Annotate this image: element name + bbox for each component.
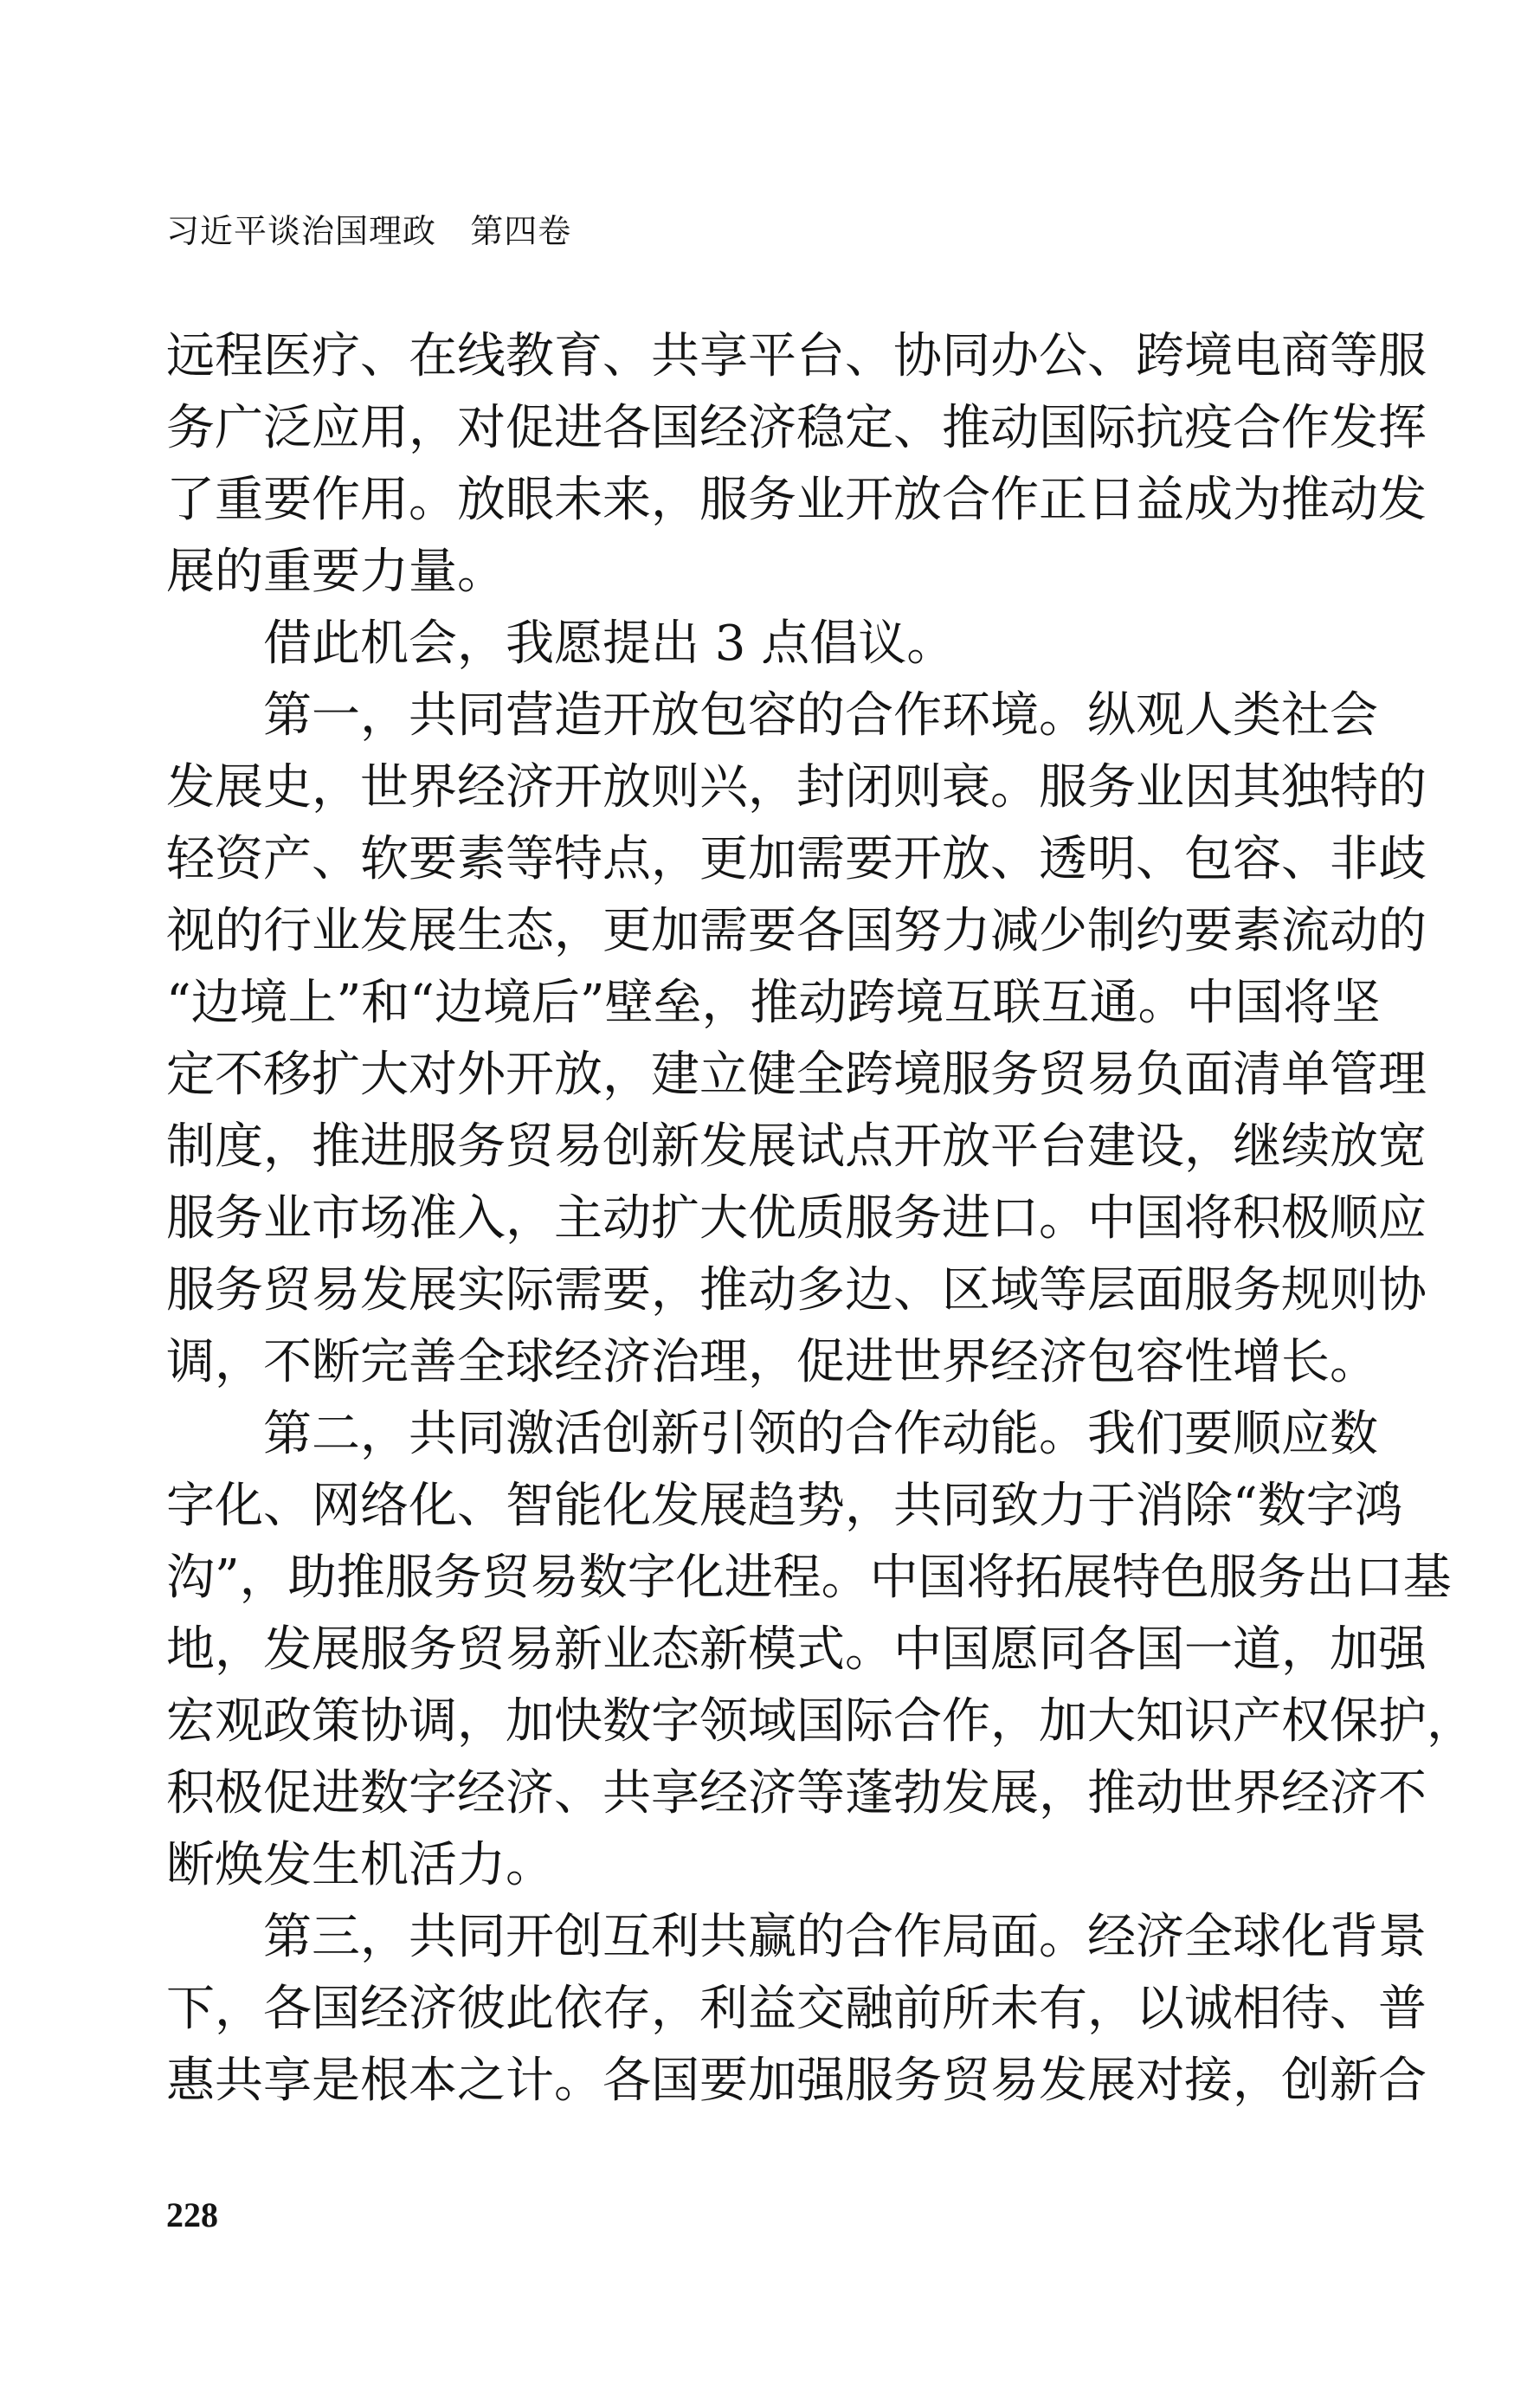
- text-line: 字化、网络化、智能化发展趋势，共同致力于消除“数字鸿: [166, 1478, 1403, 1534]
- text-line: 地，发展服务贸易新业态新模式。中国愿同各国一道，加强: [166, 1621, 1427, 1678]
- text-line: 服务业市场准入，主动扩大优质服务进口。中国将积极顺应: [166, 1190, 1427, 1247]
- text-line: “边境上”和“边境后”壁垒，推动跨境互联互通。中国将坚: [166, 975, 1381, 1031]
- text-line: 惠共享是根本之计。各国要加强服务贸易发展对接，创新合: [166, 2053, 1427, 2109]
- text-line: 轻资产、软要素等特点，更加需要开放、透明、包容、非歧: [166, 831, 1427, 887]
- text-line: 宏观政策协调，加快数字领域国际合作，加大知识产权保护，: [166, 1693, 1475, 1750]
- text-line: 了重要作用。放眼未来，服务业开放合作正日益成为推动发: [166, 472, 1427, 528]
- text-line: 第三，共同开创互利共赢的合作局面。经济全球化背景: [166, 1909, 1427, 1965]
- text-line: 第一，共同营造开放包容的合作环境。纵观人类社会: [166, 687, 1378, 744]
- text-line: 服务贸易发展实际需要，推动多边、区域等层面服务规则协: [166, 1262, 1427, 1318]
- text-line: 第二，共同激活创新引领的合作动能。我们要顺应数: [166, 1406, 1378, 1462]
- text-line: 务广泛应用，对促进各国经济稳定、推动国际抗疫合作发挥: [166, 400, 1427, 456]
- text-line: 借此机会，我愿提出 3 点倡议。: [166, 616, 956, 672]
- page-number: 228: [166, 2195, 218, 2234]
- text-line: 断焕发生机活力。: [166, 1837, 554, 1893]
- body-text: [166, 320, 1475, 2117]
- text-line: 下，各国经济彼此依存，利益交融前所未有，以诚相待、普: [166, 1981, 1427, 2037]
- text-line: 制度，推进服务贸易创新发展试点开放平台建设，继续放宽: [166, 1118, 1427, 1175]
- running-header: 习近平谈治国理政 第四卷: [166, 212, 572, 250]
- text-line: 定不移扩大对外开放，建立健全跨境服务贸易负面清单管理: [166, 1047, 1427, 1103]
- text-line: 调，不断完善全球经济治理，促进世界经济包容性增长。: [166, 1334, 1378, 1390]
- text-line: 积极促进数字经济、共享经济等蓬勃发展，推动世界经济不: [166, 1765, 1427, 1821]
- text-line: 沟”，助推服务贸易数字化进程。中国将拓展特色服务出口基: [166, 1550, 1452, 1606]
- text-line: 视的行业发展生态，更加需要各国努力减少制约要素流动的: [166, 903, 1427, 959]
- text-line: 远程医疗、在线教育、共享平台、协同办公、跨境电商等服: [166, 328, 1427, 384]
- text-line: 展的重要力量。: [166, 544, 506, 600]
- text-line: 发展史，世界经济开放则兴，封闭则衰。服务业因其独特的: [166, 759, 1427, 815]
